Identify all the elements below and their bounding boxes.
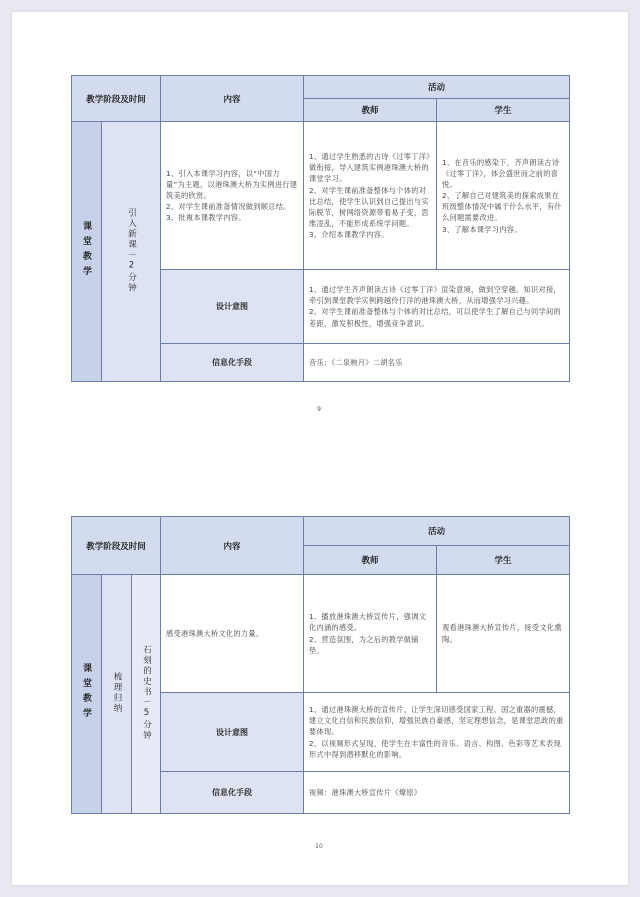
stage-time-header: 教学阶段及时间 [72, 76, 161, 122]
segment-label: 引入新课－2分钟 [102, 122, 161, 382]
subsection-label: 梳理归纳 [102, 575, 132, 814]
content-cell: 1、引入本课学习内容，以“中国力量”为主题，以港珠澳大桥为实例进行建筑美的欣赏。 2、对学生课前准备情况做到顺总结。 3、批複本课教学内容。 [161, 122, 304, 270]
design-intent-cell: 1、通过学生齐声朗读古诗《过零丁洋》渲染意境，做到空穿越、知识对接，牵引到课堂教学实例跨越伶仃洋的港珠澳大桥，从而增强学习兴趣。 2、对学生课前准备整体与个体的对比总结，可以使学生了解自己与同学间的差距，激发积极性，增强竞争意识。 [304, 270, 570, 343]
student-header: 学生 [437, 99, 570, 122]
lesson-table-2 [71, 516, 570, 814]
info-means-label: 信息化手段 [161, 343, 304, 381]
content-header: 内容 [161, 76, 304, 122]
student-header: 学生 [437, 546, 570, 575]
classroom-teaching-label: 课堂教学 [72, 122, 102, 382]
student-cell: 观看港珠澳大桥宣传片，接受文化熏陶。 [437, 575, 570, 693]
teacher-header: 教师 [304, 546, 437, 575]
activity-header: 活动 [304, 517, 570, 546]
classroom-teaching-label: 课堂教学 [72, 575, 102, 814]
info-means-cell: 视频：港珠澳大桥宣传片《燎原》 [304, 772, 570, 814]
page-number: 10 [315, 843, 323, 850]
content-cell: 感受港珠澳大桥文化的力量。 [161, 575, 304, 693]
student-cell: 1、在音乐的感染下，齐声朗读古诗《过零丁洋》，体会盛世而之前的喜悦。 2、了解自己对建筑美的探索成果在班级整体情况中属于什么水平，有什么问题需要改进。 3、了解本课学习内容。 [437, 122, 570, 270]
document-page [12, 12, 628, 885]
info-means-label: 信息化手段 [161, 772, 304, 814]
teacher-header: 教师 [304, 99, 437, 122]
page-number: 9 [317, 406, 321, 413]
activity-header: 活动 [304, 76, 570, 99]
content-header: 内容 [161, 517, 304, 575]
teacher-cell: 1、播放港珠澳大桥宣传片，强调文化内涵的感受。 2、营造氛围，为之后的教学做铺垫。 [304, 575, 437, 693]
lesson-table-1 [71, 75, 570, 382]
segment-label: 石刻的史书－5分钟 [132, 575, 161, 814]
design-intent-cell: 1、通过港珠澳大桥的宣传片，让学生深切感受国家工程、国之重器的震撼，建立文化自信和民族信仰，增强民族自豪感，坚定理想信念，是课堂思政的重要体现。 2、以视频形式呈现，使学生在丰富性的音乐、语言、构图、色彩等艺术表现形式中得到潜移默化的影响。 [304, 693, 570, 772]
stage-time-header: 教学阶段及时间 [72, 517, 161, 575]
design-intent-label: 设计意图 [161, 693, 304, 772]
teacher-cell: 1、通过学生熟悉的古诗《过零丁洋》做衔接，导入建筑实例港珠澳大桥的课堂学习。 2、对学生课前准备整体与个体的对比总结，使学生认识到自己提出与实际脱节，树网络资源带着易子变，思维凌乱，不能形成系统学问题。 3、介绍本课教学内容。 [304, 122, 437, 270]
design-intent-label: 设计意图 [161, 270, 304, 343]
info-means-cell: 音乐：《二泉映月》二胡名乐 [304, 343, 570, 381]
